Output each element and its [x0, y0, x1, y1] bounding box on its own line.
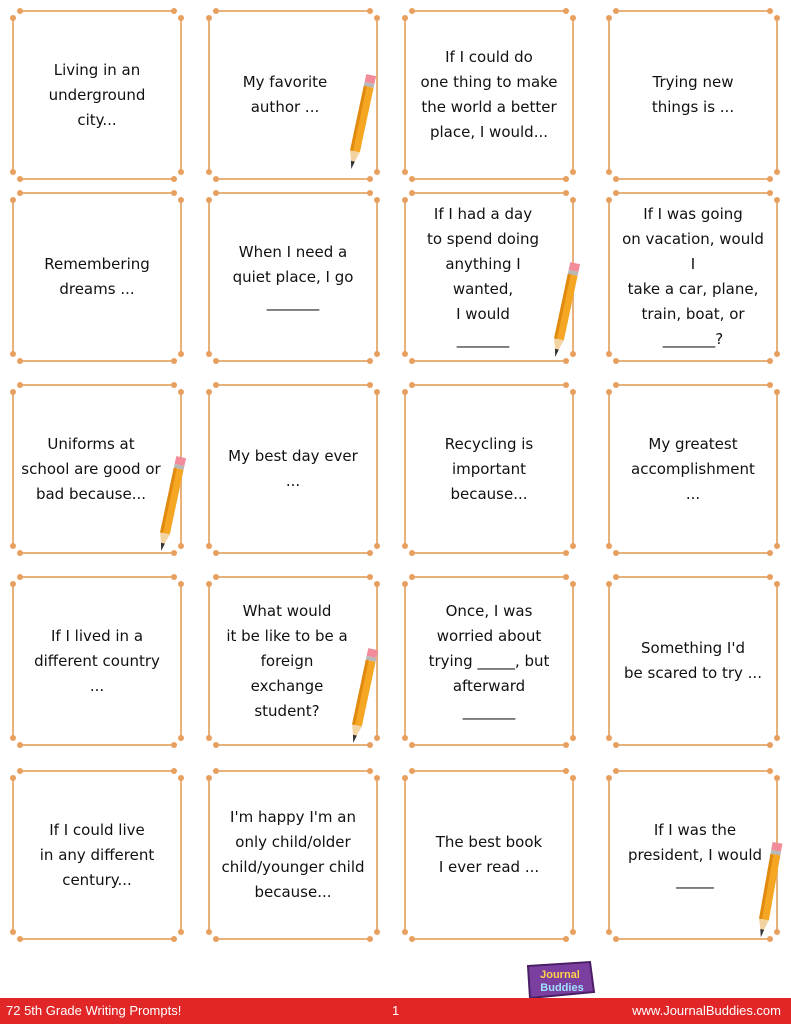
prompt-text: What would it be like to be a foreign exchange student? [226, 601, 348, 720]
prompt-card [208, 770, 378, 940]
prompt-text: Something I'd be scared to try ... [624, 639, 762, 682]
prompt-text: When I need a quiet place, I go _______ [232, 242, 354, 311]
prompt-text: If I was the president, I would _____ [627, 820, 763, 889]
prompt-text: Once, I was worried about trying _____, but afterward _______ [428, 601, 550, 720]
prompt-card [12, 10, 182, 180]
pencil-icon [548, 262, 582, 361]
prompt-card [608, 192, 778, 362]
prompt-card [208, 576, 378, 746]
prompt-card [404, 384, 574, 554]
prompt-text: My best day ever ... [228, 447, 358, 490]
prompt-text: Uniforms at school are good or bad because... [21, 434, 161, 503]
footer-bar [0, 998, 791, 1024]
prompt-card [12, 384, 182, 554]
prompt-card [12, 770, 182, 940]
prompt-card [404, 576, 574, 746]
prompt-card [404, 10, 574, 180]
page-number: 1 [392, 1003, 400, 1018]
prompt-card [608, 576, 778, 746]
prompt-text: Living in an underground city... [48, 60, 146, 129]
prompt-card [208, 384, 378, 554]
prompt-text: If I had a day to spend doing anything I wanted, I would _______ [426, 205, 540, 348]
prompt-text: My greatest accomplishment ... [631, 434, 755, 503]
pencil-icon [344, 74, 378, 173]
prompt-text: Recycling is important because... [444, 434, 534, 503]
website-link[interactable]: www.JournalBuddies.com [632, 1003, 781, 1018]
logo-text-bottom: Buddies [540, 982, 584, 994]
prompt-text: If I could live in any different century... [39, 820, 155, 889]
prompt-card [608, 384, 778, 554]
prompt-card [12, 192, 182, 362]
logo-text-top: Journal [540, 969, 580, 981]
prompt-card [608, 770, 778, 940]
journal-buddies-logo [520, 960, 598, 1000]
prompt-text: If I lived in a different country ... [34, 626, 160, 695]
prompt-card [404, 770, 574, 940]
prompt-card [208, 10, 378, 180]
prompt-card [404, 192, 574, 362]
prompt-text: If I could do one thing to make the world a better place, I would... [420, 48, 558, 141]
prompt-text: The best book I ever read ... [435, 833, 543, 876]
prompt-text: Remembering dreams ... [44, 255, 150, 298]
prompt-text: Trying new things is ... [651, 73, 735, 116]
prompt-text: My favorite author ... [242, 73, 328, 116]
footer-title: 72 5th Grade Writing Prompts! [6, 1003, 182, 1018]
prompt-card [608, 10, 778, 180]
prompt-text: If I was going on vacation, would I take a car, plane, train, boat, or _______? [622, 205, 764, 348]
prompt-text: I'm happy I'm an only child/older child/younger child because... [221, 808, 365, 901]
prompt-card [12, 576, 182, 746]
prompt-card [208, 192, 378, 362]
